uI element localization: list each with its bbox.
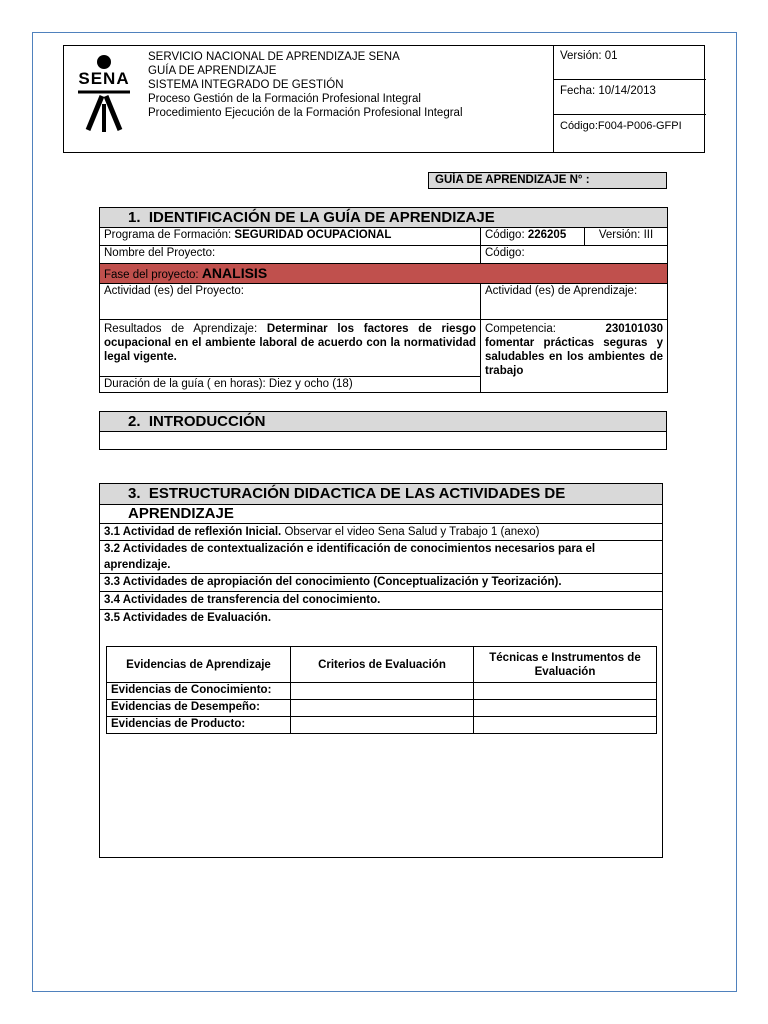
codigo-text: Código:F004-P006-GFPI — [560, 120, 682, 132]
activity-3-1 — [100, 524, 662, 541]
eval-row-desempeno: Evidencias de Desempeño: — [107, 700, 291, 717]
programa-value: SEGURIDAD OCUPACIONAL — [234, 229, 392, 241]
proyecto-label: Nombre del Proyecto: — [104, 247, 216, 259]
fase-value: ANALISIS — [201, 264, 268, 281]
section2-number: 2. — [128, 412, 141, 430]
fase-cell — [100, 264, 668, 284]
competencia-cell — [481, 320, 668, 393]
resultados-label: Resultados de Aprendizaje: — [104, 323, 258, 335]
fecha-cell — [554, 80, 706, 115]
eval-cell-empty — [474, 717, 657, 734]
section2-table — [99, 411, 667, 450]
eval-header-criterios: Criterios de Evaluación — [291, 647, 474, 683]
proyecto-cell — [100, 246, 481, 264]
header-meta-column — [553, 45, 706, 153]
section3-title: ESTRUCTURACIÓN DIDACTICA DE LAS ACTIVIDADES DE APRENDIZAJE — [128, 485, 566, 522]
version-text: Versión: 01 — [560, 50, 618, 62]
duracion-cell — [100, 377, 481, 393]
resultados-cell — [100, 320, 481, 377]
eval-cell-empty — [474, 683, 657, 700]
section1-header — [100, 208, 668, 228]
eval-cell-empty — [291, 700, 474, 717]
section3-header — [100, 484, 662, 522]
section2-title: INTRODUCCIÓN — [148, 412, 266, 430]
evaluation-table — [106, 646, 657, 734]
logo-text: SENA — [78, 69, 130, 88]
section1-title: IDENTIFICACIÓN DE LA GUÍA DE APRENDIZAJE — [148, 208, 495, 226]
section1-table — [99, 207, 668, 393]
version-value: III — [643, 229, 654, 241]
header-line-1: SERVICIO NACIONAL DE APRENDIZAJE SENA — [148, 51, 400, 63]
codigo-cell — [554, 115, 706, 145]
eval-header-evidencias: Evidencias de Aprendizaje — [107, 647, 291, 683]
eval-row-conocimiento: Evidencias de Conocimiento: — [107, 683, 291, 700]
codigo-programa-cell — [481, 228, 585, 246]
activity-3-5: 3.5 Actividades de Evaluación. — [104, 612, 272, 624]
guia-numero-label: GUÍA DE APRENDIZAJE N° : — [435, 174, 590, 186]
section3-box — [99, 483, 663, 858]
guia-numero-box — [428, 172, 667, 189]
programa-cell — [100, 228, 481, 246]
competencia-value: fomentar prácticas seguras y saludables en los ambientes de trabajo — [485, 337, 664, 377]
version-programa-cell — [585, 228, 668, 246]
actividad-aprendizaje-label: Actividad (es) de Aprendizaje: — [485, 285, 638, 297]
sena-logo-graphic — [66, 52, 142, 134]
activity-3-4: 3.4 Actividades de transferencia del conocimiento. — [100, 592, 662, 610]
competencia-code: 230101030 — [605, 323, 664, 335]
activity-3-3: 3.3 Actividades de apropiación del conocimiento (Conceptualización y Teorización). — [100, 574, 662, 592]
actividad-proyecto-label: Actividad (es) del Proyecto: — [104, 285, 244, 297]
eval-cell-empty — [291, 683, 474, 700]
activity-3-1-title: 3.1 Actividad de reflexión Inicial. — [104, 526, 282, 538]
programa-label: Programa de Formación: — [104, 229, 232, 241]
header-line-4: Proceso Gestión de la Formación Profesional Integral — [148, 93, 421, 105]
document-header — [63, 45, 705, 153]
activity-3-1-text: Observar el video Sena Salud y Trabajo 1 (anexo) — [281, 526, 540, 538]
eval-cell-empty — [291, 717, 474, 734]
eval-header-tecnicas: Técnicas e Instrumentos de Evaluación — [474, 647, 657, 683]
fecha-text: Fecha: 10/14/2013 — [560, 85, 656, 97]
header-text-block — [148, 50, 548, 120]
section2-header — [100, 412, 667, 432]
codigo-value: 226205 — [527, 229, 567, 241]
actividad-aprendizaje-cell — [481, 284, 668, 320]
competencia-label: Competencia: — [485, 323, 556, 335]
version-label: Versión: — [598, 229, 641, 241]
codigo-proyecto-cell — [481, 246, 668, 264]
sena-logo — [66, 52, 142, 134]
section2-body — [100, 432, 667, 450]
activity-3-2: 3.2 Actividades de contextualización e identificación de conocimientos necesarios para el aprendizaje. — [100, 541, 662, 574]
eval-cell-empty — [474, 700, 657, 717]
header-line-2: GUÍA DE APRENDIZAJE — [148, 65, 277, 77]
header-line-3: SISTEMA INTEGRADO DE GESTIÓN — [148, 79, 344, 91]
codigo-label: Código: — [485, 229, 525, 241]
version-cell — [554, 45, 706, 80]
actividad-proyecto-cell — [100, 284, 481, 320]
codigo2-label: Código: — [485, 247, 525, 259]
section1-number: 1. — [128, 208, 141, 226]
fase-label: Fase del proyecto: — [104, 268, 199, 281]
duracion-text: Duración de la guía ( en horas): Diez y ocho (18) — [104, 378, 353, 390]
resultados-value: Determinar los factores de riesgo ocupacional en el ambiente laboral de acuerdo con la normatividad legal vigente. — [104, 323, 476, 363]
header-line-5: Procedimiento Ejecución de la Formación Profesional Integral — [148, 107, 463, 119]
eval-row-producto: Evidencias de Producto: — [107, 717, 291, 734]
section3-number: 3. — [128, 485, 141, 502]
